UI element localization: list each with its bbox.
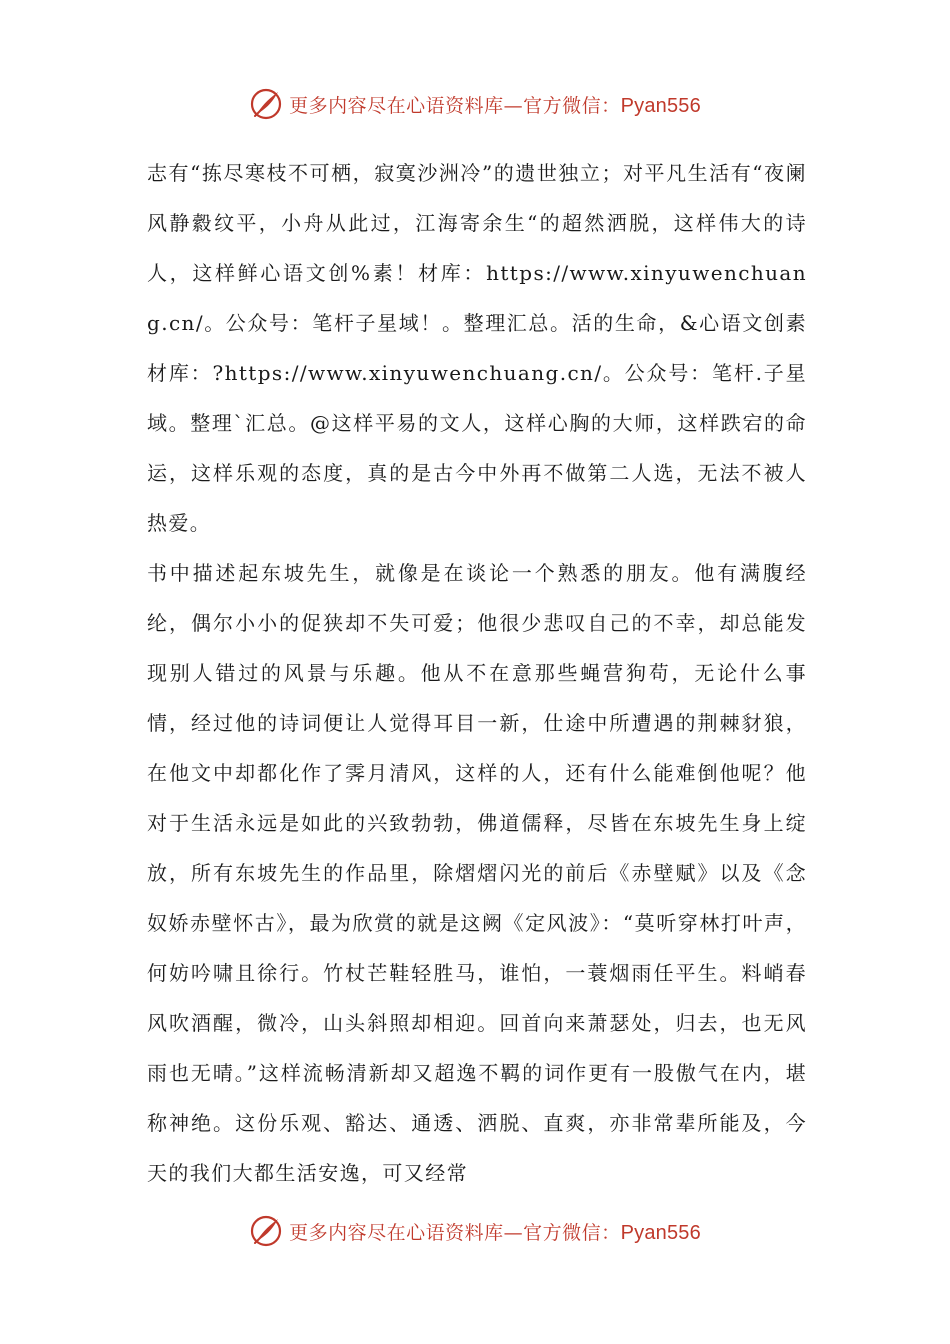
header-wechat-id: Pyan556: [620, 94, 701, 117]
quill-logo-icon: [249, 87, 283, 121]
document-body: [147, 148, 807, 1198]
footer-banner: [0, 1211, 950, 1251]
footer-banner-text: 更多内容尽在心语资料库—官方微信：Pyan556: [289, 1221, 701, 1244]
header-banner: [0, 84, 950, 124]
paragraph-1: 志有“拣尽寒枝不可栖，寂寞沙洲冷”的遗世独立；对平凡生活有“夜阑风静縠纹平，小舟从此过，江海寄余生“的超然洒脱，这样伟大的诗人，这样鲜心语文创%素！材库：https://www.xinyuwenchuang.cn/。公众号：笔杆子星域！。整理汇总。活的生命，&心语文创素材库：?https://www.xinyuwenchuang.cn/。公众号：笔杆.子星域。整理`汇总。@这样平易的文人，这样心胸的大师，这样跌宕的命运，这样乐观的态度，真的是古今中外再不做第二人选，无法不被人热爱。: [147, 161, 807, 535]
footer-wechat-id: Pyan556: [620, 1221, 701, 1244]
header-banner-text: 更多内容尽在心语资料库—官方微信：Pyan556: [289, 94, 701, 117]
quill-logo-icon: [249, 1214, 283, 1248]
paragraph-2: 书中描述起东坡先生，就像是在谈论一个熟悉的朋友。他有满腹经纶，偶尔小小的促狭却不失可爱；他很少悲叹自己的不幸，却总能发现别人错过的风景与乐趣。他从不在意那些蝇营狗苟，无论什么事情，经过他的诗词便让人觉得耳目一新，仕途中所遭遇的荆棘豺狼，在他文中却都化作了霁月清风，这样的人，还有什么能难倒他呢？他对于生活永远是如此的兴致勃勃，佛道儒释，尽皆在东坡先生身上绽放，所有东坡先生的作品里，除熠熠闪光的前后《赤壁赋》以及《念奴娇赤壁怀古》，最为欣赏的就是这阙《定风波》：“莫听穿林打叶声，何妨吟啸且徐行。竹杖芒鞋轻胜马，谁怕，一蓑烟雨任平生。料峭春风吹酒醒，微冷，山头斜照却相迎。回首向来萧瑟处，归去，也无风雨也无晴。”这样流畅清新却又超逸不羁的词作更有一股傲气在内，堪称神绝。这份乐观、豁达、通透、洒脱、直爽，亦非常辈所能及，今天的我们大都生活安逸，可又经常: [147, 561, 807, 1185]
